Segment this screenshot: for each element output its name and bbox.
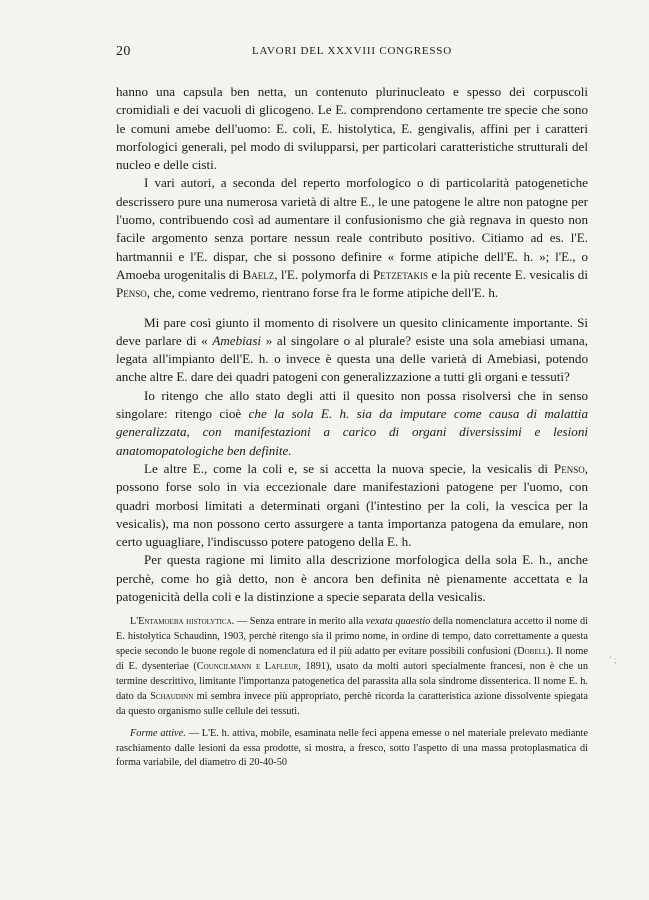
author-name: Penso xyxy=(116,285,147,301)
page-header xyxy=(116,44,588,62)
author-name: Penso xyxy=(553,460,585,476)
author-name: Petzetakis xyxy=(372,266,429,282)
running-title: LAVORI DEL XXXVIII CONGRESSO xyxy=(252,45,452,57)
paragraph-4: Io ritengo che allo stato degli atti il quesito non possa risolversi che in senso singolare: ritengo cioè che la sola E. h. sia da imputare come causa di malattia generalizzata, con manifestazioni a carico di organi diversissimi e lesioni anatomopatologiche ben definite. xyxy=(116,387,588,458)
author-name: Baelz xyxy=(242,266,275,282)
section-forme-attive: Forme attive. — L'E. h. attiva, mobile, esaminata nelle feci appena emesse o nel materiale prelevato mediante raschiamento dalle lesioni da essa prodotte, si mostra, a fresco, sotto l'aspetto di una massa protoplasmatica di forma variabile, del diametro di 20-40-50 xyxy=(116,727,588,769)
paragraph-5: Le altre E., come la coli e, se si accetta la nuova specie, la vesicalis di Penso, possono forse solo in via eccezionale dare manifestazioni patogene per l'uomo, con quadri morbosi limitati a determinati organi (l'intestino per la coli, la vescica per la vesicalis), ma non possono certo assurgere a tanta importanza patogena da emulare, non certo uguagliare, l'indiscusso potere patogeno della E. h. xyxy=(116,460,588,550)
paragraph-3: Mi pare così giunto il momento di risolvere un quesito clinicamente importante. Si deve parlare di « Amebiasi » al singolare o al plurale? esiste una sola amebiasi umana, legata all'impianto dell'E. h. o invece è questa una delle varietà di Amebiasi, potendo anche altre E. dare dei quadri patogeni con generalizzazione a tutti gli organi e tessuti? xyxy=(116,314,588,385)
document-page xyxy=(116,44,588,771)
paragraph-2: I vari autori, a seconda del reperto morfologico o di particolarità patogenetiche descrissero pure una numerosa varietà di altre E., le une patogene le altre non patogne per l'uomo, contribuendo così ad aumentare il confusionismo che già regnava in questo non facile argomento senza portare nessun reale contributo positivo. Citiamo ad es. l'E. hartmannii e l'E. dispar, che si possono definire « forme atipiche dell'E. h. »; l'E., o Amoeba urogenitalis di Baelz, l'E. polymorfa di Petzetakis e la più recente E. vesicalis di Penso, che, come vedremo, rientrano forse fra le forme atipiche dell'E. h. xyxy=(116,175,588,301)
section-label: Forme attive. xyxy=(130,727,186,739)
small-print-section xyxy=(116,615,588,771)
page-number: 20 xyxy=(116,44,131,59)
section-label: L'Entamoeba histolytica. xyxy=(130,616,235,628)
main-text xyxy=(116,83,588,606)
paragraph-1: hanno una capsula ben netta, un contenuto plurinucleato e spesso dei corpuscoli cromidiali e dei vacuoli di glicogeno. Le E. comprendono certamente tre specie che sono le comuni amebe dell'uomo: E. coli, E. histolytica, E. gengivalis, affini per i caratteri morfologici generali, pel modo di svilupparsi, per particolari caratteristiche strutturali del nucleo e delle cisti. xyxy=(116,84,588,173)
margin-mark: ' ; xyxy=(610,655,617,665)
paragraph-6: Per questa ragione mi limito alla descrizione morfologica della sola E. h., anche perchè, come ho già detto, non è ancora ben definita nè pienamente accettata e la patogenicità della coli e la distinzione a specie separata della vesicalis. xyxy=(116,552,588,605)
section-entamoeba: L'Entamoeba histolytica. — Senza entrare in merito alla vexata quaestio della nomenclatura accetto il nome di E. histolytica Schaudinn, 1903, perchè ritengo sia il primo nome, in ordine di tempo, dato correttamente a questa specie secondo le buone regole di nomenclatura ed il più adatto per evitare possibili confusioni (Dobell). Il nome di E. dysenteriae (Councilmann e Lafleur, 1891), usato da molti autori specialmente francesi, non è che un termine descrittivo, limitante l'importanza patogenetica del parassita alla sola sindrome dissenterica. Il nome E. h. dato da Schaudinn mi sembra invece più appropriato, perchè ricorda la caratteristica azione dissolvente spiegata da questo organismo sulle cellule dei tessuti. xyxy=(116,616,588,717)
